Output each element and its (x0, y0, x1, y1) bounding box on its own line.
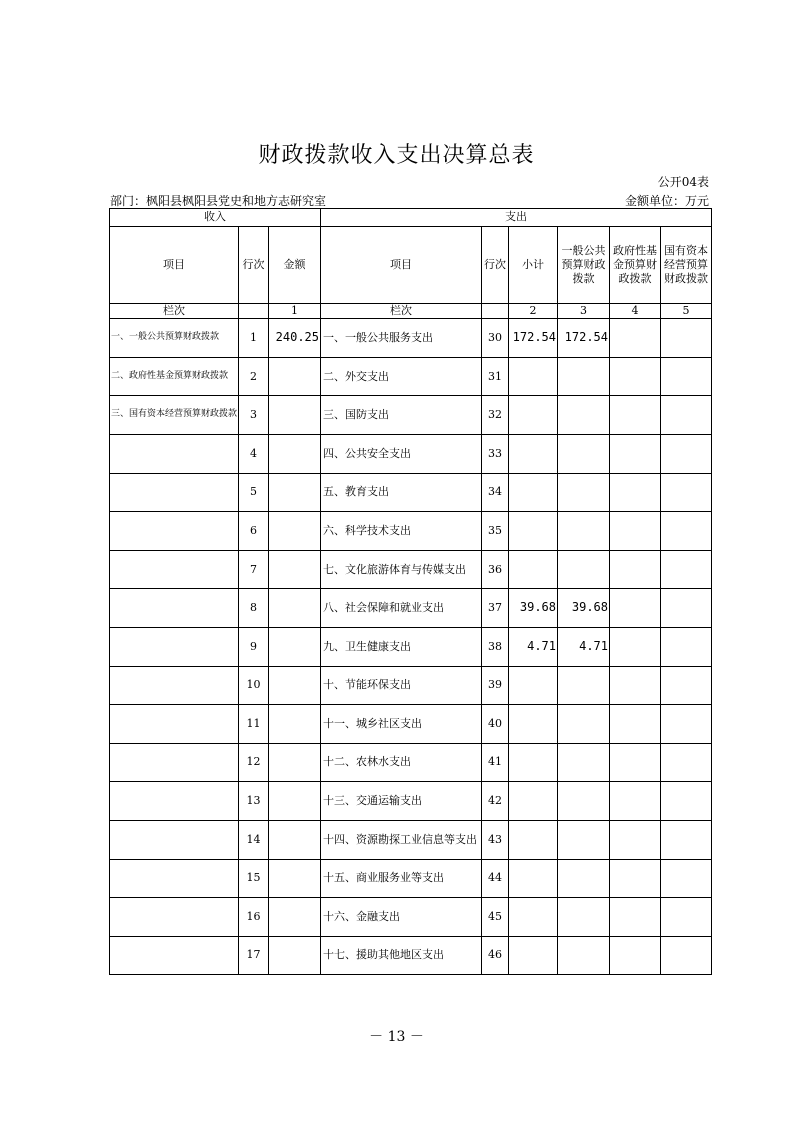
general-budget-cell (558, 859, 610, 898)
expense-row-cell: 43 (482, 821, 509, 860)
general-budget-cell (558, 512, 610, 551)
expense-row-cell: 34 (482, 473, 509, 512)
income-item-cell (110, 898, 239, 937)
col-index-label-2: 栏次 (321, 304, 482, 319)
expense-item-cell: 十六、金融支出 (321, 898, 482, 937)
fund-budget-cell (610, 435, 661, 474)
expense-row-cell: 40 (482, 705, 509, 744)
income-item-cell (110, 743, 239, 782)
expense-item-cell: 五、教育支出 (321, 473, 482, 512)
general-budget-cell (558, 357, 610, 396)
income-amount-cell (269, 435, 321, 474)
fund-budget-cell (610, 782, 661, 821)
income-item-cell (110, 859, 239, 898)
income-row-cell: 12 (239, 743, 269, 782)
general-budget-cell (558, 435, 610, 474)
capital-budget-cell (661, 473, 712, 512)
page-number: － 13 － (369, 1029, 424, 1045)
capital-budget-cell (661, 550, 712, 589)
general-budget-cell (558, 898, 610, 937)
expense-row-cell: 39 (482, 666, 509, 705)
fund-budget-cell (610, 512, 661, 551)
col-general-budget: 一般公共预算财政拨款 (558, 227, 610, 304)
page-title: 财政拨款收入支出决算总表 (258, 143, 535, 168)
income-item-cell (110, 512, 239, 551)
expense-item-cell: 七、文化旅游体育与传媒支出 (321, 550, 482, 589)
expense-item-cell: 四、公共安全支出 (321, 435, 482, 474)
table-row (110, 898, 712, 937)
capital-budget-cell (661, 859, 712, 898)
general-budget-cell (558, 550, 610, 589)
income-row-cell: 15 (239, 859, 269, 898)
col-income-amount: 金额 (269, 227, 321, 304)
income-amount-cell (269, 936, 321, 975)
general-budget-cell (558, 396, 610, 435)
income-amount-cell (269, 898, 321, 937)
capital-budget-cell (661, 396, 712, 435)
income-amount-cell (269, 473, 321, 512)
budget-table (109, 208, 712, 975)
income-amount-cell (269, 743, 321, 782)
income-amount-cell (269, 666, 321, 705)
table-row (110, 473, 712, 512)
col-subtotal: 小计 (509, 227, 558, 304)
income-amount-cell (269, 512, 321, 551)
income-item-cell: 二、政府性基金预算财政拨款 (110, 357, 239, 396)
income-amount-cell (269, 821, 321, 860)
subtotal-cell (509, 396, 558, 435)
fund-budget-cell (610, 666, 661, 705)
subtotal-cell (509, 782, 558, 821)
income-row-cell: 16 (239, 898, 269, 937)
subtotal-cell: 39.68 (509, 589, 558, 628)
expense-item-cell: 十七、援助其他地区支出 (321, 936, 482, 975)
income-amount-cell (269, 357, 321, 396)
table-row (110, 319, 712, 358)
col-index-empty (239, 304, 269, 319)
income-amount-cell (269, 550, 321, 589)
col-capital-budget: 国有资本经营预算财政拨款 (661, 227, 712, 304)
col-index-1: 1 (269, 304, 321, 319)
table-row (110, 357, 712, 396)
capital-budget-cell (661, 898, 712, 937)
expense-row-cell: 38 (482, 628, 509, 667)
expense-item-cell: 十四、资源勘探工业信息等支出 (321, 821, 482, 860)
capital-budget-cell (661, 628, 712, 667)
table-row (110, 859, 712, 898)
income-item-cell: 三、国有资本经营预算财政拨款 (110, 396, 239, 435)
income-amount-cell (269, 859, 321, 898)
expense-item-cell: 十三、交通运输支出 (321, 782, 482, 821)
col-index-3: 3 (558, 304, 610, 319)
general-budget-cell (558, 705, 610, 744)
col-index-2: 2 (509, 304, 558, 319)
income-amount-cell (269, 628, 321, 667)
table-row (110, 705, 712, 744)
fund-budget-cell (610, 550, 661, 589)
capital-budget-cell (661, 743, 712, 782)
col-expense-row: 行次 (482, 227, 509, 304)
expense-item-cell: 九、卫生健康支出 (321, 628, 482, 667)
subtotal-cell (509, 357, 558, 396)
department-label: 部门：枫阳县枫阳县党史和地方志研究室 (110, 194, 327, 208)
general-budget-cell (558, 821, 610, 860)
income-amount-cell (269, 589, 321, 628)
income-amount-cell: 240.25 (269, 319, 321, 358)
table-row (110, 821, 712, 860)
expense-item-cell: 十二、农林水支出 (321, 743, 482, 782)
income-item-cell (110, 435, 239, 474)
income-row-cell: 11 (239, 705, 269, 744)
unit-label: 金额单位：万元 (624, 194, 709, 208)
subtotal-cell (509, 473, 558, 512)
capital-budget-cell (661, 319, 712, 358)
general-budget-cell: 4.71 (558, 628, 610, 667)
fund-budget-cell (610, 319, 661, 358)
subtotal-cell (509, 936, 558, 975)
expense-row-cell: 46 (482, 936, 509, 975)
expense-row-cell: 41 (482, 743, 509, 782)
table-row (110, 512, 712, 551)
expense-row-cell: 30 (482, 319, 509, 358)
general-budget-cell: 39.68 (558, 589, 610, 628)
col-fund-budget: 政府性基金预算财政拨款 (610, 227, 661, 304)
expense-row-cell: 44 (482, 859, 509, 898)
fund-budget-cell (610, 357, 661, 396)
form-code: 公开04表 (657, 175, 709, 189)
expense-row-cell: 42 (482, 782, 509, 821)
expense-row-cell: 45 (482, 898, 509, 937)
general-budget-cell (558, 936, 610, 975)
table-row (110, 550, 712, 589)
fund-budget-cell (610, 821, 661, 860)
fund-budget-cell (610, 589, 661, 628)
fund-budget-cell (610, 898, 661, 937)
capital-budget-cell (661, 357, 712, 396)
income-item-cell (110, 666, 239, 705)
income-item-cell (110, 589, 239, 628)
expense-row-cell: 36 (482, 550, 509, 589)
capital-budget-cell (661, 705, 712, 744)
col-index-empty-2 (482, 304, 509, 319)
subtotal-cell (509, 512, 558, 551)
income-item-cell (110, 550, 239, 589)
income-row-cell: 8 (239, 589, 269, 628)
expense-row-cell: 31 (482, 357, 509, 396)
expense-item-cell: 八、社会保障和就业支出 (321, 589, 482, 628)
subtotal-cell (509, 898, 558, 937)
income-row-cell: 6 (239, 512, 269, 551)
expense-item-cell: 二、外交支出 (321, 357, 482, 396)
capital-budget-cell (661, 435, 712, 474)
expense-row-cell: 37 (482, 589, 509, 628)
general-budget-cell: 172.54 (558, 319, 610, 358)
subtotal-cell (509, 666, 558, 705)
income-item-cell (110, 821, 239, 860)
income-amount-cell (269, 396, 321, 435)
subtotal-cell: 4.71 (509, 628, 558, 667)
income-item-cell (110, 628, 239, 667)
income-row-cell: 10 (239, 666, 269, 705)
subtotal-cell (509, 550, 558, 589)
subtotal-cell (509, 705, 558, 744)
income-row-cell: 14 (239, 821, 269, 860)
income-section-header: 收入 (110, 209, 321, 227)
table-row (110, 435, 712, 474)
general-budget-cell (558, 743, 610, 782)
expense-item-cell: 一、一般公共服务支出 (321, 319, 482, 358)
table-row (110, 666, 712, 705)
expense-row-cell: 33 (482, 435, 509, 474)
table-row (110, 782, 712, 821)
fund-budget-cell (610, 473, 661, 512)
subtotal-cell: 172.54 (509, 319, 558, 358)
expense-section-header: 支出 (321, 209, 712, 227)
expense-item-cell: 六、科学技术支出 (321, 512, 482, 551)
income-row-cell: 1 (239, 319, 269, 358)
income-item-cell: 一、一般公共预算财政拨款 (110, 319, 239, 358)
income-row-cell: 9 (239, 628, 269, 667)
subtotal-cell (509, 435, 558, 474)
expense-item-cell: 十五、商业服务业等支出 (321, 859, 482, 898)
income-row-cell: 3 (239, 396, 269, 435)
capital-budget-cell (661, 821, 712, 860)
income-row-cell: 5 (239, 473, 269, 512)
subtotal-cell (509, 859, 558, 898)
col-index-5: 5 (661, 304, 712, 319)
income-row-cell: 2 (239, 357, 269, 396)
income-item-cell (110, 705, 239, 744)
col-expense-item: 项目 (321, 227, 482, 304)
fund-budget-cell (610, 859, 661, 898)
capital-budget-cell (661, 512, 712, 551)
capital-budget-cell (661, 666, 712, 705)
fund-budget-cell (610, 396, 661, 435)
income-item-cell (110, 782, 239, 821)
table-row (110, 628, 712, 667)
expense-row-cell: 35 (482, 512, 509, 551)
table-body (110, 319, 712, 975)
income-amount-cell (269, 782, 321, 821)
subtotal-cell (509, 821, 558, 860)
fund-budget-cell (610, 705, 661, 744)
table-row (110, 396, 712, 435)
fund-budget-cell (610, 743, 661, 782)
expense-item-cell: 十、节能环保支出 (321, 666, 482, 705)
table-row (110, 589, 712, 628)
expense-row-cell: 32 (482, 396, 509, 435)
col-index-label: 栏次 (110, 304, 239, 319)
table-row (110, 743, 712, 782)
income-amount-cell (269, 705, 321, 744)
fund-budget-cell (610, 936, 661, 975)
income-item-cell (110, 473, 239, 512)
expense-item-cell: 十一、城乡社区支出 (321, 705, 482, 744)
capital-budget-cell (661, 589, 712, 628)
income-row-cell: 13 (239, 782, 269, 821)
expense-item-cell: 三、国防支出 (321, 396, 482, 435)
subtotal-cell (509, 743, 558, 782)
table-row (110, 936, 712, 975)
general-budget-cell (558, 473, 610, 512)
income-row-cell: 17 (239, 936, 269, 975)
income-item-cell (110, 936, 239, 975)
capital-budget-cell (661, 936, 712, 975)
col-index-4: 4 (610, 304, 661, 319)
income-row-cell: 4 (239, 435, 269, 474)
col-income-item: 项目 (110, 227, 239, 304)
fund-budget-cell (610, 628, 661, 667)
general-budget-cell (558, 666, 610, 705)
capital-budget-cell (661, 782, 712, 821)
income-row-cell: 7 (239, 550, 269, 589)
general-budget-cell (558, 782, 610, 821)
col-income-row: 行次 (239, 227, 269, 304)
